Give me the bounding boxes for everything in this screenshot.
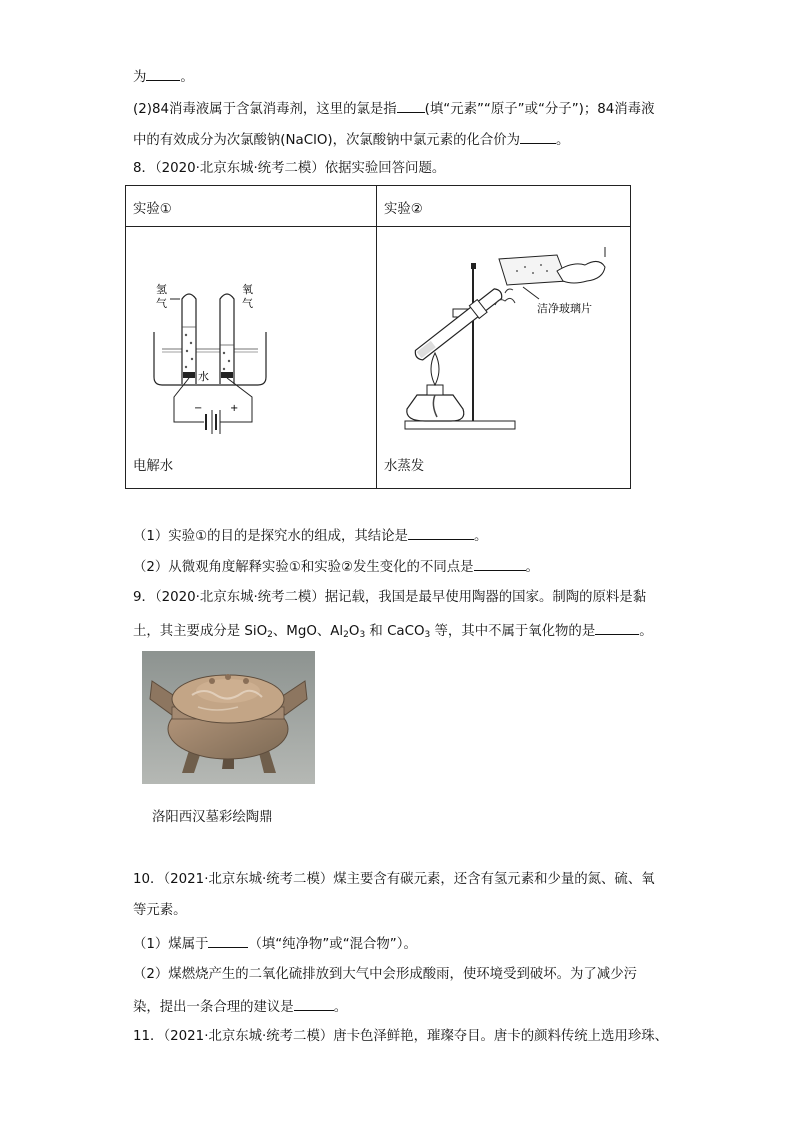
question-8-title: 8．（2020·北京东城·统考二模）依据实验回答问题。 — [133, 161, 446, 176]
question-10-2-line-2: 染，提出一条合理的建议是 。 — [133, 997, 347, 1017]
answer-blank — [408, 526, 474, 540]
exp1-caption: 电解水 — [133, 459, 174, 474]
exp1-title: 实验① — [133, 202, 172, 217]
exp1-header-cell — [126, 186, 377, 227]
question-11-line-1: 11．（2021·北京东城·统考二模）唐卡色泽鲜艳，璀璨夺目。唐卡的颜料传统上选用珍珠、 — [133, 1029, 668, 1044]
answer-blank — [397, 99, 425, 113]
question-10-2-line-1: （2）煤燃烧产生的二氧化硫排放到大气中会形成酸雨，使环境受到破坏。为了减少污 — [133, 967, 637, 982]
answer-blank — [520, 130, 556, 144]
exp2-title: 实验② — [384, 202, 423, 217]
question-8-2: （2）从微观角度解释实验①和实验②发生变化的不同点是 。 — [133, 557, 539, 577]
text-line-1: 为 。 — [133, 67, 194, 87]
minus-label: − — [194, 403, 203, 414]
exp2-caption: 水蒸发 — [384, 459, 425, 474]
evaporation-diagram — [377, 227, 633, 447]
pottery-ding-image — [142, 651, 315, 784]
answer-blank — [474, 557, 526, 571]
question-10-line-1: 10．（2021·北京东城·统考二模）煤主要含有碳元素，还含有氢元素和少量的氮、硫、氧 — [133, 872, 655, 887]
exp2-header-cell — [377, 186, 631, 227]
answer-blank — [595, 621, 639, 635]
h2-label-char2: 气 — [156, 297, 167, 310]
question-8-1: （1）实验①的目的是探究水的组成，其结论是 。 — [133, 526, 487, 546]
exp2-body-cell — [377, 227, 631, 489]
photo-caption: 洛阳西汉墓彩绘陶鼎 — [152, 810, 273, 825]
question-9-line-1: 9．（2020·北京东城·统考二模）据记载，我国是最早使用陶器的国家。制陶的原料是黏 — [133, 590, 647, 605]
answer-blank — [294, 997, 334, 1011]
experiment-table — [125, 185, 631, 489]
answer-blank — [146, 67, 180, 81]
exp1-body-cell — [126, 227, 377, 489]
question-10-1: （1）煤属于 （填“纯净物”或“混合物”）。 — [133, 934, 417, 954]
question-10-line-2: 等元素。 — [133, 903, 187, 918]
plus-label: + — [230, 403, 239, 414]
h2-label-char1: 氢 — [156, 283, 167, 296]
glass-plate-label: 洁净玻璃片 — [537, 302, 592, 315]
question-9-line-2: 土，其主要成分是 SiO$_2$、MgO、$Al_2O_3$ 和 CaCO$_3$ 等，其中不属于氧化物的是 。 — [133, 621, 653, 644]
text-line-3: 中的有效成分为次氯酸钠(NaClO)，次氯酸钠中氯元素的化合价为 。 — [133, 130, 569, 150]
o2-label-char1: 氧 — [242, 283, 253, 296]
electrolysis-diagram — [126, 227, 376, 447]
water-label: 水 — [198, 370, 209, 383]
text-line-2: (2)84消毒液属于含氯消毒剂，这里的氯是指 (填“元素”“原子”或“分子”)；84消毒液 — [133, 99, 654, 119]
answer-blank — [208, 934, 248, 948]
o2-label-char2: 气 — [242, 297, 253, 310]
